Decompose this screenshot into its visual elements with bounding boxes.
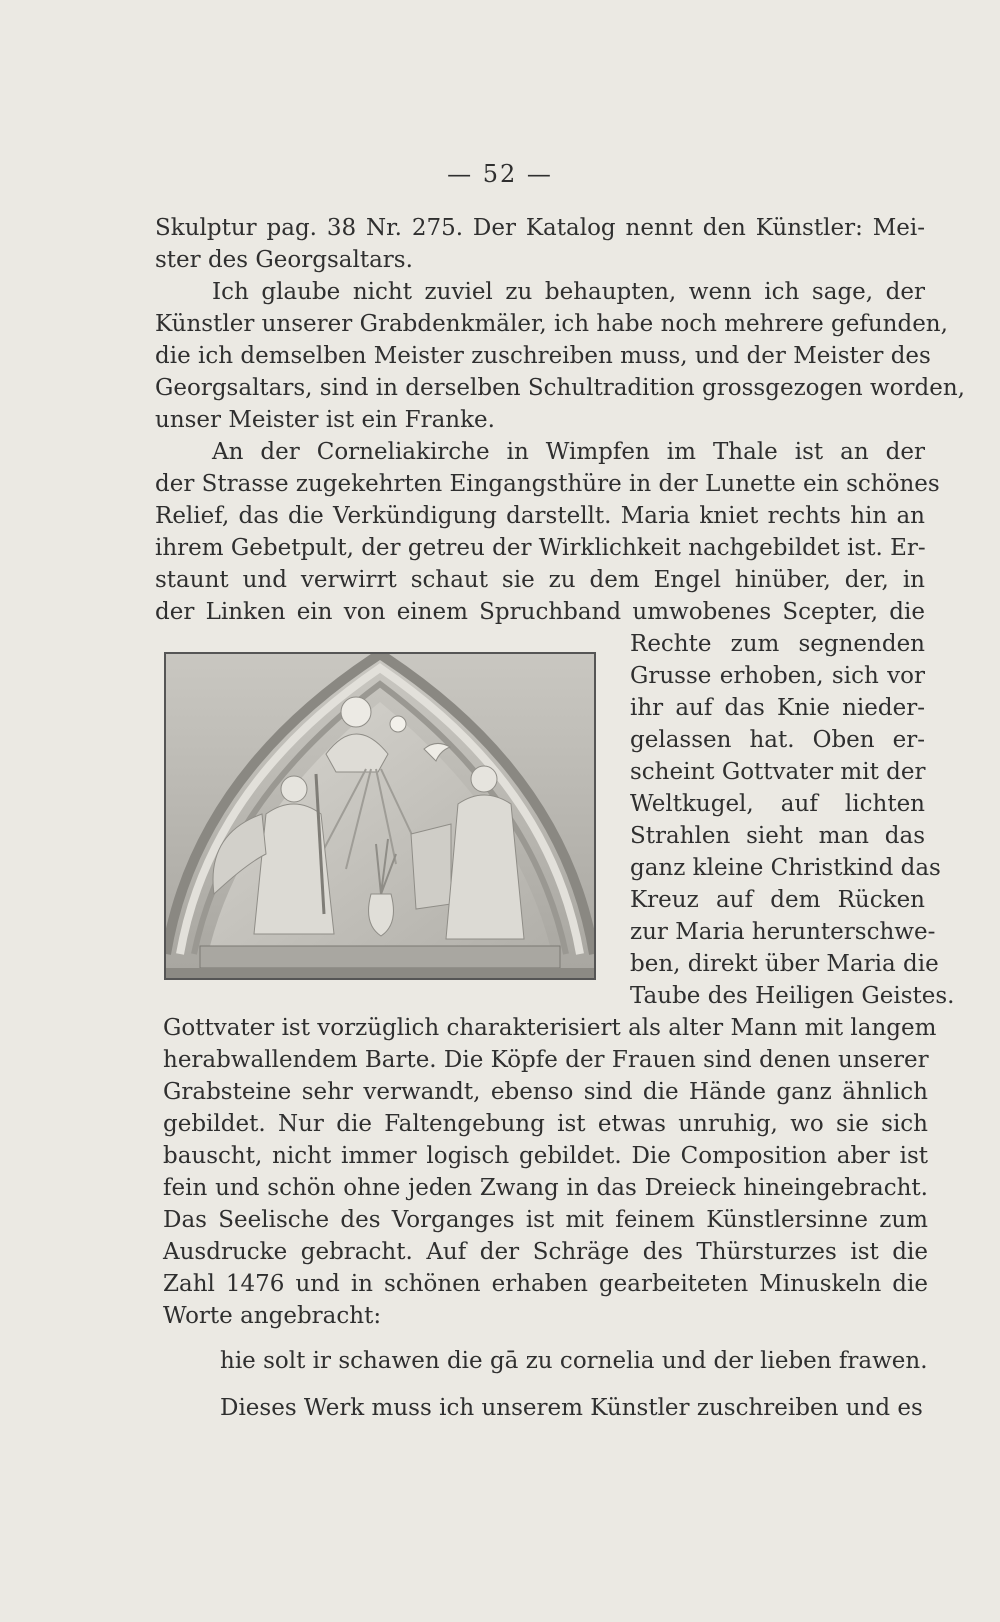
text-line: der Strasse zugekehrten Eingangsthüre in der Lunette ein schönes [155,471,940,497]
text-line: Strahlen sieht man das [630,823,925,849]
text-line: Ich glaube nicht zuviel zu behaupten, wenn ich sage, der [212,279,925,305]
text-line: fein und schön ohne jeden Zwang in das Dreieck hineingebracht. [163,1175,928,1201]
page-number: — 52 — [447,160,553,188]
text-line: unser Meister ist ein Franke. [155,407,495,433]
text-line: ihr auf das Knie nieder- [630,695,925,721]
text-line: Grabsteine sehr verwandt, ebenso sind die Hände ganz ähnlich [163,1079,928,1105]
text-line: gelassen hat. Oben er- [630,727,925,753]
text-line: der Linken ein von einem Spruchband umwobenes Scepter, die [155,599,925,625]
text-line: staunt und verwirrt schaut sie zu dem Engel hinüber, der, in [155,567,925,593]
text-line: ganz kleine Christkind das [630,855,941,881]
text-line: Rechte zum segnenden [630,631,925,657]
text-line: Grusse erhoben, sich vor [630,663,925,689]
text-line: die ich demselben Meister zuschreiben muss, und der Meister des [155,343,931,369]
text-line: ster des Georgsaltars. [155,247,413,273]
text-line: zur Maria herunterschwe- [630,919,936,945]
text-line: bauscht, nicht immer logisch gebildet. Die Composition aber ist [163,1143,928,1169]
text-line: Kreuz auf dem Rücken [630,887,925,913]
text-line: Taube des Heiligen Geistes. [630,983,955,1009]
text-line: Künstler unserer Grabdenkmäler, ich habe noch mehrere gefunden, [155,311,948,337]
text-line: Dieses Werk muss ich unserem Künstler zuschreiben und es [220,1395,923,1421]
text-line: Worte angebracht: [163,1303,382,1329]
text-line: Zahl 1476 und in schönen erhaben gearbeiteten Minuskeln die [163,1271,928,1297]
text-line: Relief, das die Verkündigung darstellt. Maria kniet rechts hin an [155,503,925,529]
text-line: scheint Gottvater mit der [630,759,926,785]
text-line: Skulptur pag. 38 Nr. 275. Der Katalog nennt den Künstler: Mei- [155,215,925,241]
inscription-quote: hie solt ir schawen die gā zu cornelia und der lieben frawen. [220,1348,928,1374]
text-line: Ausdrucke gebracht. Auf der Schräge des Thürsturzes ist die [163,1239,928,1265]
text-line: ben, direkt über Maria die [630,951,939,977]
text-line: ihrem Gebetpult, der getreu der Wirklichkeit nachgebildet ist. Er- [155,535,926,561]
text-line: An der Corneliakirche in Wimpfen im Thale ist an der [212,439,925,465]
relief-photograph [164,652,596,980]
text-line: Gottvater ist vorzüglich charakterisiert als alter Mann mit langem [163,1015,937,1041]
text-line: Weltkugel, auf lichten [630,791,925,817]
text-line: Das Seelische des Vorganges ist mit feinem Künstlersinne zum [163,1207,928,1233]
text-line: gebildet. Nur die Faltengebung ist etwas unruhig, wo sie sich [163,1111,928,1137]
text-line: Georgsaltars, sind in derselben Schultradition grossgezogen worden, [155,375,965,401]
text-line: herabwallendem Barte. Die Köpfe der Frauen sind denen unserer [163,1047,929,1073]
